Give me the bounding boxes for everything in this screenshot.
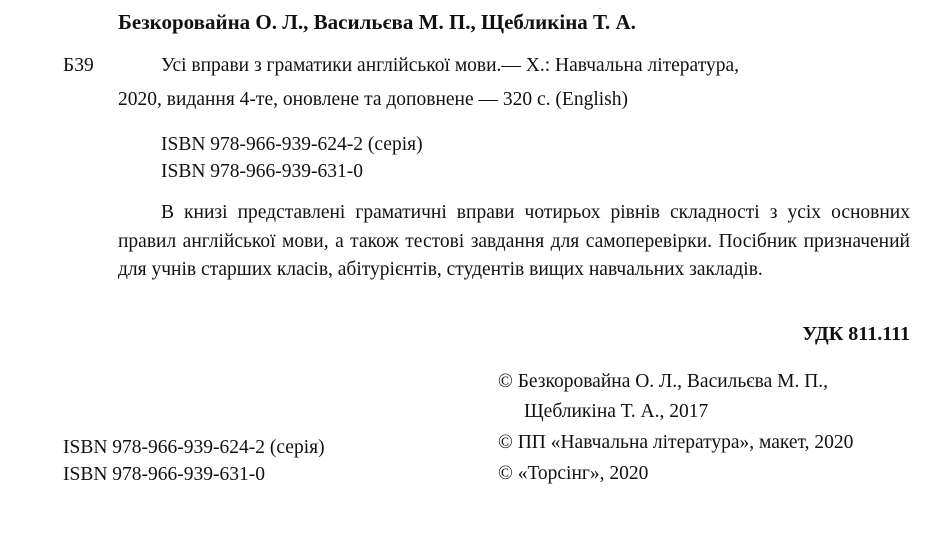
title-line-1: Усі вправи з граматики англійської мови.— Х.: Навчальна література,: [161, 55, 739, 76]
catalog-code: Б39: [63, 55, 94, 76]
annotation: [118, 199, 910, 285]
bottom-isbn-series: ISBN 978-966-939-624-2 (серія): [63, 437, 325, 458]
isbn-series: ISBN 978-966-939-624-2 (серія): [161, 134, 423, 155]
authors-heading: Безкоровайна О. Л., Васильєва М. П., Щебликіна Т. А.: [118, 10, 636, 34]
copyright-authors-line-1: © Безкоровайна О. Л., Васильєва М. П.,: [498, 371, 829, 392]
copyright-layout: © ПП «Навчальна література», макет, 2020: [498, 432, 854, 453]
isbn-book: ISBN 978-966-939-631-0: [161, 161, 364, 182]
udk-code: УДК 811.111: [802, 323, 910, 345]
title-line-2: 2020, видання 4-те, оновлене та доповнене — 320 с. (English): [118, 89, 628, 110]
copyright-authors-line-2: Щебликіна Т. А., 2017: [524, 401, 709, 422]
copyright-publisher: © «Торсінг», 2020: [498, 463, 649, 484]
bottom-isbn-book: ISBN 978-966-939-631-0: [63, 464, 266, 485]
annotation-text: В книзі представлені граматичні вправи чотирьох рівнів складності з усіх основних правил англійської мови, а також тестові завдання для самоперевірки. Посібник призначений для учнів старших класів, абітурієнтів, студентів вищих навчальних закладів.: [118, 202, 910, 280]
